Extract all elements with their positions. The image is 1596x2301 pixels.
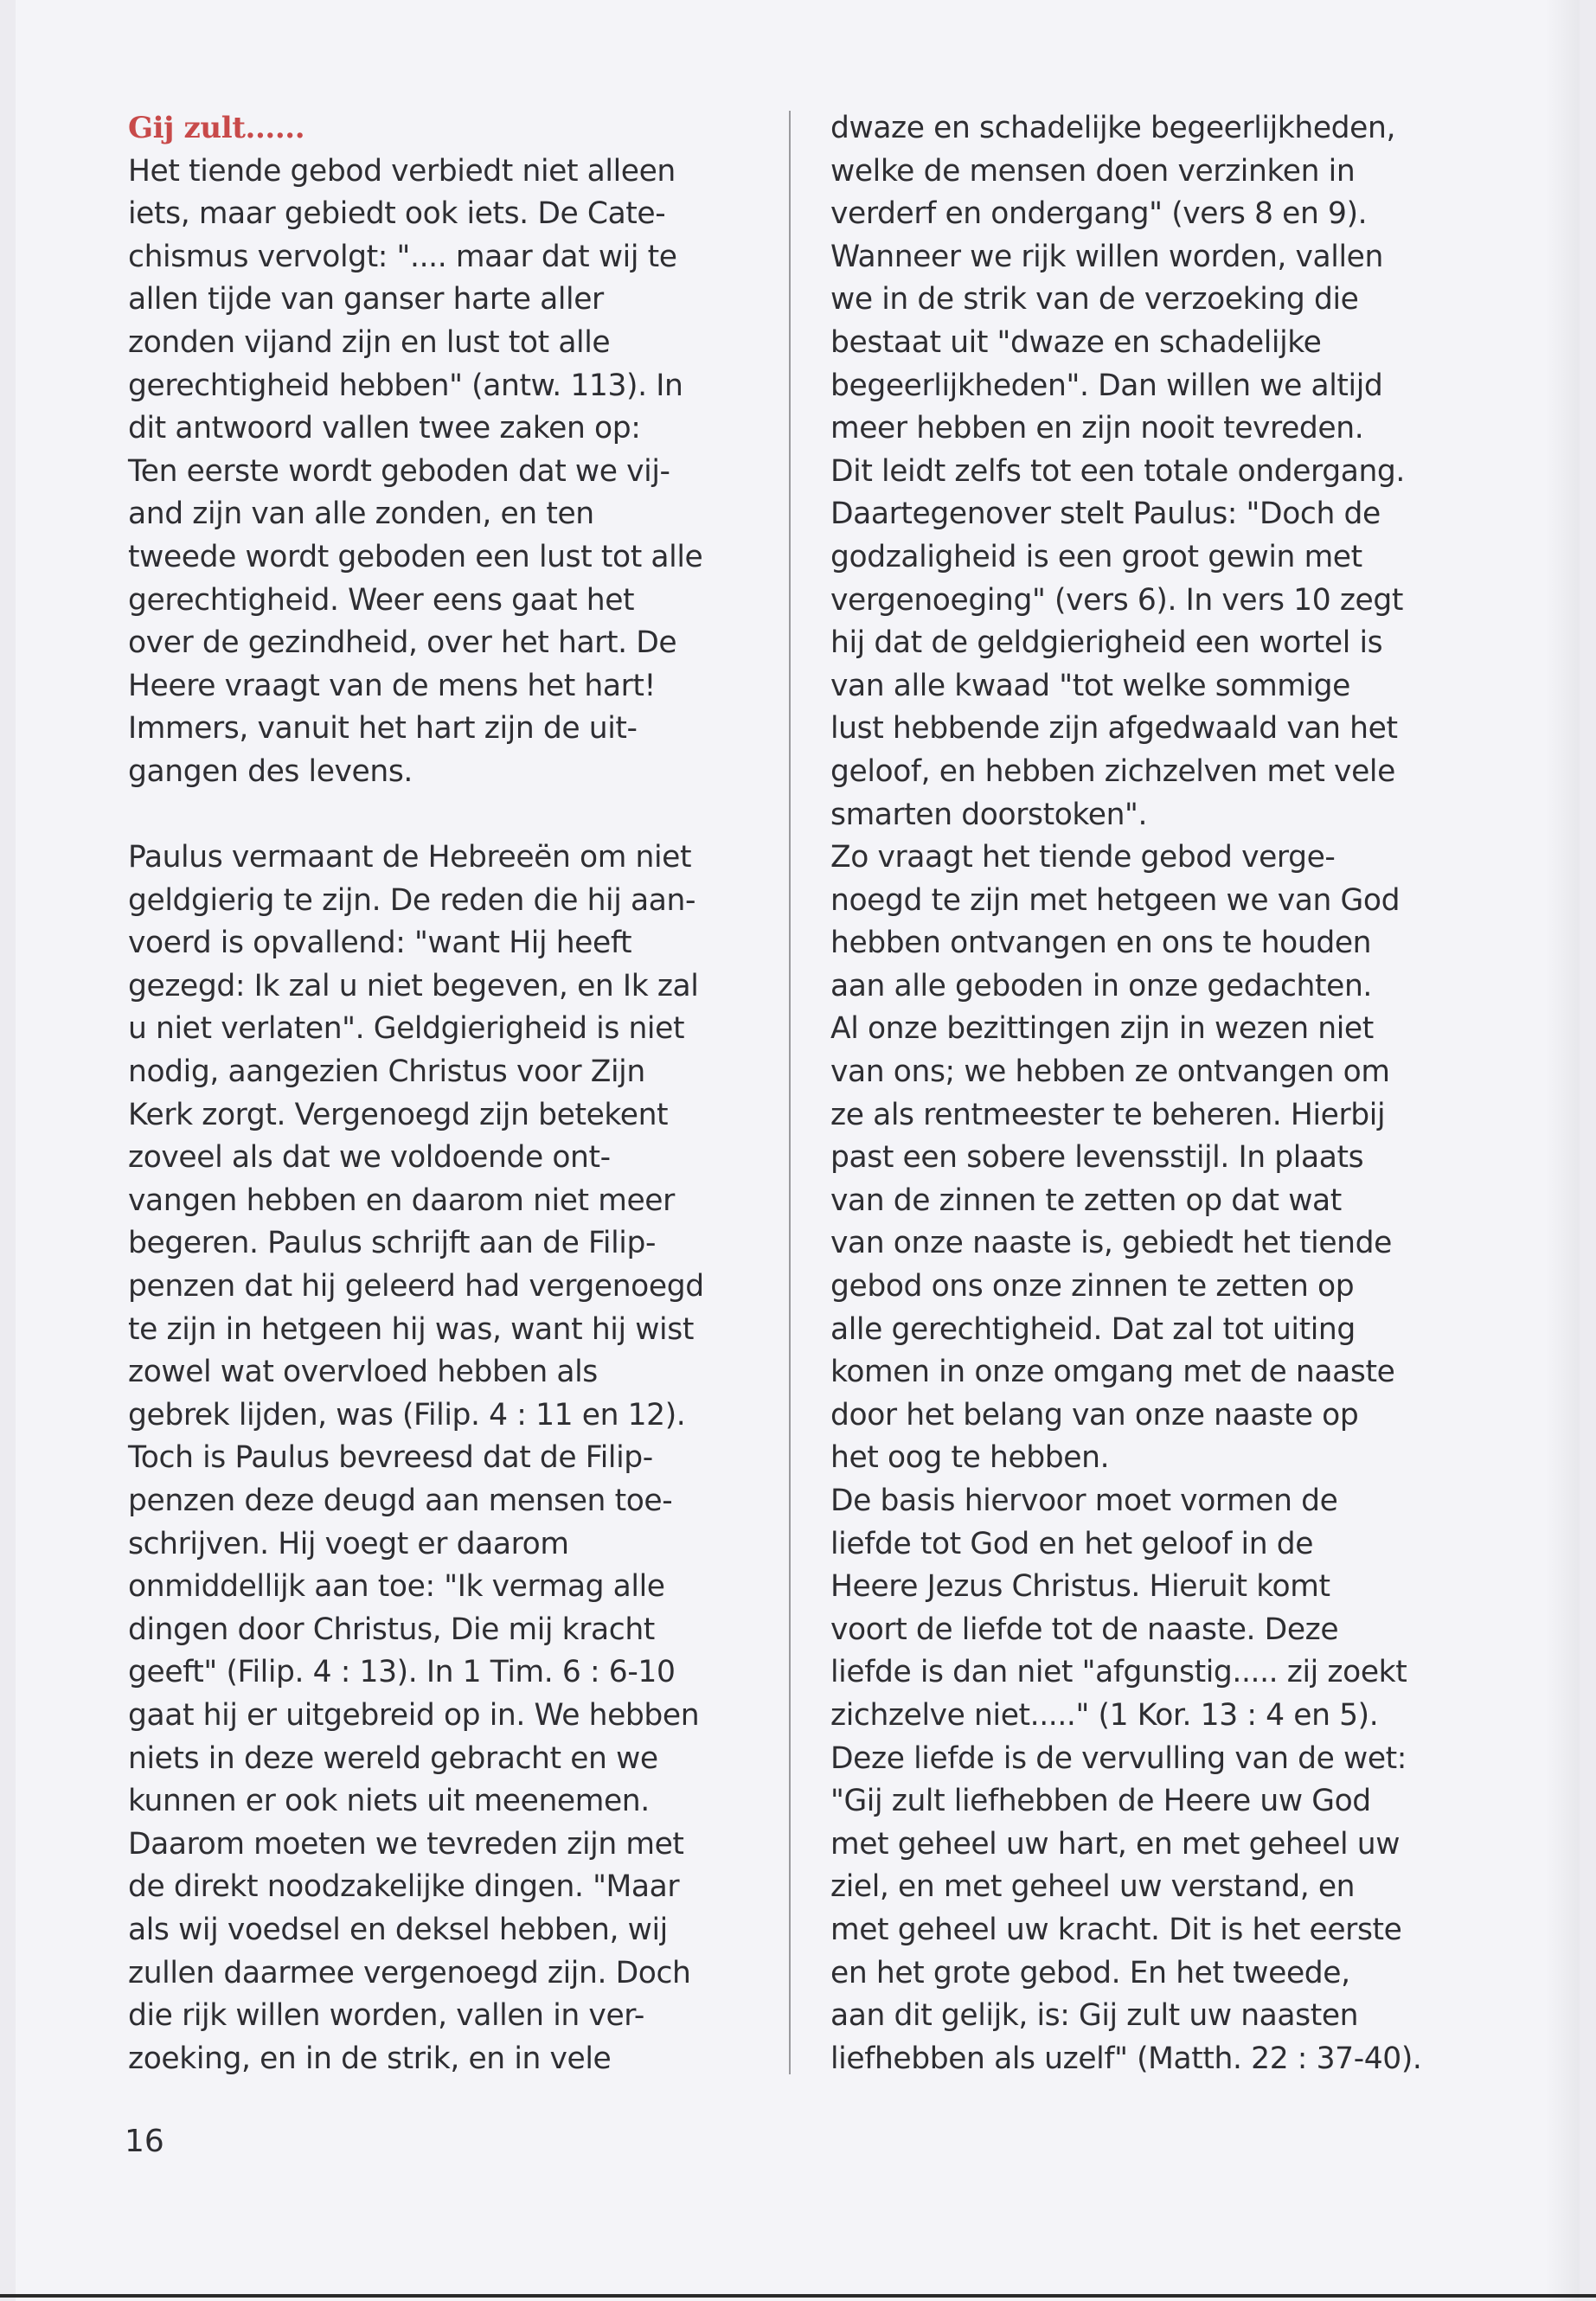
text-line: te zijn in hetgeen hij was, want hij wist	[128, 1311, 694, 1347]
text-line: door het belang van onze naaste op	[830, 1397, 1359, 1433]
text-line: we in de strik van de verzoeking die	[830, 282, 1359, 317]
text-line: dit antwoord vallen twee zaken op:	[128, 411, 641, 446]
text-line: die rijk willen worden, vallen in ver-	[128, 1998, 644, 2034]
text-line: Kerk zorgt. Vergenoegd zijn betekent	[128, 1097, 669, 1132]
text-line: welke de mensen doen verzinken in	[830, 153, 1356, 189]
text-line: voort de liefde tot de naaste. Deze	[830, 1612, 1339, 1647]
text-line: bestaat uit "dwaze en schadelijke	[830, 324, 1322, 360]
text-line: Daarom moeten we tevreden zijn met	[128, 1826, 684, 1862]
text-line: liefhebben als uzelf" (Matth. 22 : 37-40).	[830, 2041, 1422, 2076]
text-line: zoveel als dat we voldoende ont-	[128, 1140, 611, 1176]
text-line: hebben ontvangen en ons te houden	[830, 926, 1372, 961]
text-line: Toch is Paulus bevreesd dat de Filip-	[128, 1440, 653, 1476]
text-line: van onze naaste is, gebiedt het tiende	[830, 1226, 1392, 1261]
right-column-text	[830, 107, 1462, 2080]
text-line: voerd is opvallend: "want Hij heeft	[128, 926, 632, 961]
text-line: Al onze bezittingen zijn in wezen niet	[830, 1011, 1374, 1047]
text-line: vergenoeging" (vers 6). In vers 10 zegt	[830, 582, 1404, 618]
text-line: en het grote gebod. En het tweede,	[830, 1955, 1350, 1990]
text-line: De basis hiervoor moet vormen de	[830, 1484, 1338, 1518]
text-line: zonden vijand zijn en lust tot alle	[128, 324, 611, 360]
text-line: gerechtigheid hebben" (antw. 113). In	[128, 368, 683, 403]
text-line: over de gezindheid, over het hart. De	[128, 625, 677, 661]
text-line: "Gij zult liefhebben de Heere uw God	[830, 1784, 1371, 1819]
text-line: vangen hebben en daarom niet meer	[128, 1183, 675, 1218]
text-line: met geheel uw kracht. Dit is het eerste	[830, 1912, 1402, 1947]
text-line: Immers, vanuit het hart zijn de uit-	[128, 711, 638, 747]
text-line: gangen des levens.	[128, 753, 413, 789]
text-line: Daartegenover stelt Paulus: "Doch de	[830, 497, 1381, 532]
text-line: geldgierig te zijn. De reden die hij aan-	[128, 882, 695, 918]
text-line: alle gerechtigheid. Dat zal tot uiting	[830, 1311, 1356, 1347]
text-line: nodig, aangezien Christus voor Zijn	[128, 1054, 645, 1090]
page-number: 16	[125, 2124, 164, 2159]
text-line: van alle kwaad "tot welke sommige	[830, 668, 1351, 703]
text-line: smarten doorstoken".	[830, 797, 1148, 832]
text-line: liefde tot God en het geloof in de	[830, 1526, 1314, 1561]
text-line: godzaligheid is een groot gewin met	[830, 539, 1362, 574]
text-line: niets in deze wereld gebracht en we	[128, 1740, 658, 1776]
text-line: past een sobere levensstijl. In plaats	[830, 1140, 1364, 1176]
text-line: u niet verlaten". Geldgierigheid is niet	[128, 1011, 685, 1047]
text-line: Deze liefde is de vervulling van de wet:	[830, 1740, 1407, 1776]
text-line: Dit leidt zelfs tot een totale ondergang.	[830, 453, 1405, 489]
text-line: Heere Jezus Christus. Hieruit komt	[830, 1569, 1330, 1605]
text-line: allen tijde van ganser harte aller	[128, 282, 604, 317]
text-line: chismus vervolgt: ".... maar dat wij te	[128, 239, 677, 274]
text-line: aan alle geboden in onze gedachten.	[830, 968, 1372, 1003]
text-line: komen in onze omgang met de naaste	[830, 1355, 1395, 1390]
text-line: gebrek lijden, was (Filip. 4 : 11 en 12).	[128, 1397, 686, 1433]
text-line: zullen daarmee vergenoegd zijn. Doch	[128, 1955, 691, 1990]
text-line: begeren. Paulus schrijft aan de Filip-	[128, 1226, 656, 1261]
text-line: geeft" (Filip. 4 : 13). In 1 Tim. 6 : 6-10	[128, 1655, 676, 1690]
text-line: penzen deze deugd aan mensen toe-	[128, 1484, 673, 1518]
text-line: ziel, en met geheel uw verstand, en	[830, 1869, 1356, 1905]
text-line: liefde is dan niet "afgunstig..... zij zoekt	[830, 1655, 1407, 1690]
text-line: ze als rentmeester te beheren. Hierbij	[830, 1097, 1386, 1132]
text-line: Wanneer we rijk willen worden, vallen	[830, 239, 1383, 274]
text-line: onmiddellijk aan toe: "Ik vermag alle	[128, 1569, 665, 1605]
text-line: and zijn van alle zonden, en ten	[128, 497, 594, 532]
text-line: Heere vraagt van de mens het hart!	[128, 668, 656, 703]
column-divider	[789, 111, 791, 2074]
text-line: van ons; we hebben ze ontvangen om	[830, 1054, 1390, 1090]
text-line: dingen door Christus, Die mij kracht	[128, 1612, 655, 1647]
text-line: kunnen er ook niets uit meenemen.	[128, 1784, 650, 1819]
bottom-rule	[0, 2294, 1596, 2298]
text-line: lust hebbende zijn afgedwaald van het	[830, 711, 1398, 747]
left-column	[128, 107, 751, 2080]
text-line: Het tiende gebod verbiedt niet alleen	[128, 153, 676, 189]
text-line: aan dit gelijk, is: Gij zult uw naasten	[830, 1998, 1359, 2034]
text-line: gebod ons onze zinnen te zetten op	[830, 1269, 1355, 1304]
text-line: dwaze en schadelijke begeerlijkheden,	[830, 111, 1396, 145]
text-line: tweede wordt geboden een lust tot alle	[128, 539, 703, 574]
text-line: gerechtigheid. Weer eens gaat het	[128, 582, 635, 618]
text-line: het oog te hebben.	[830, 1440, 1110, 1476]
text-line: hij dat de geldgierigheid een wortel is	[830, 625, 1383, 661]
text-line: zowel wat overvloed hebben als	[128, 1355, 598, 1390]
text-line: Paulus vermaant de Hebreeën om niet	[128, 840, 692, 875]
text-line: zoeking, en in de strik, en in vele	[128, 2041, 612, 2076]
text-line: de direkt noodzakelijke dingen. "Maar	[128, 1869, 680, 1905]
text-line: meer hebben en zijn nooit tevreden.	[830, 411, 1364, 446]
text-line: Zo vraagt het tiende gebod verge-	[830, 840, 1336, 875]
text-line: verderf en ondergang" (vers 8 en 9).	[830, 196, 1368, 232]
text-line: penzen dat hij geleerd had vergenoegd	[128, 1269, 704, 1304]
text-line: als wij voedsel en deksel hebben, wij	[128, 1912, 668, 1947]
right-column	[830, 107, 1462, 2080]
text-line: begeerlijkheden". Dan willen we altijd	[830, 368, 1383, 403]
paragraph-gap	[128, 794, 751, 837]
text-line: gaat hij er uitgebreid op in. We hebben	[128, 1697, 700, 1733]
text-line: schrijven. Hij voegt er daarom	[128, 1526, 569, 1561]
text-line: van de zinnen te zetten op dat wat	[830, 1183, 1342, 1218]
text-line: geloof, en hebben zichzelven met vele	[830, 753, 1395, 789]
text-line: noegd te zijn met hetgeen we van God	[830, 882, 1401, 918]
paragraph-1	[128, 151, 751, 794]
text-line: Ten eerste wordt geboden dat we vij-	[128, 453, 670, 489]
text-line: iets, maar gebiedt ook iets. De Cate-	[128, 196, 666, 232]
text-line: zichzelve niet....." (1 Kor. 13 : 4 en 5).	[830, 1697, 1379, 1733]
page-edge-shadow	[1545, 0, 1580, 2301]
text-line: met geheel uw hart, en met geheel uw	[830, 1826, 1401, 1862]
text-line: gezegd: Ik zal u niet begeven, en Ik zal	[128, 968, 699, 1003]
section-heading: Gij zult......	[128, 111, 305, 145]
paragraph-2	[128, 836, 751, 2080]
